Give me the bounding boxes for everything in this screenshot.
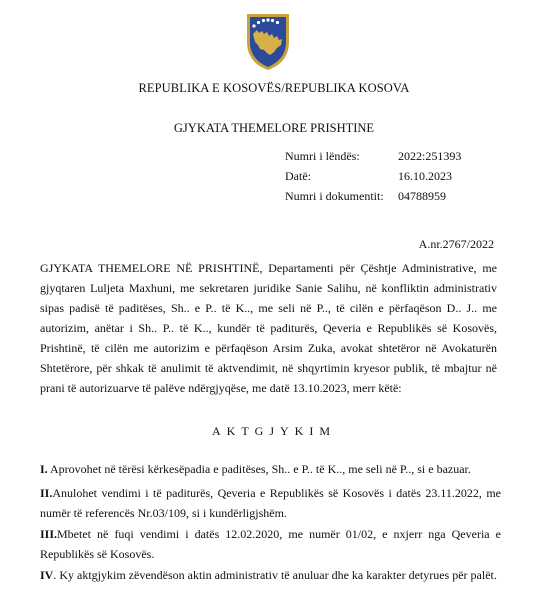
decision-title: AKTGJYKIM <box>212 424 336 438</box>
date-value: 16.10.2023 <box>398 169 452 183</box>
case-metadata <box>285 149 461 209</box>
date-label: Datë: <box>285 169 311 183</box>
ruling-number: I. <box>40 462 48 476</box>
case-number-value: 2022:251393 <box>398 149 462 163</box>
ruling-item-4 <box>40 566 501 586</box>
court-heading: GJYKATA THEMELORE PRISHTINE <box>173 121 375 135</box>
ruling-text: Mbetet në fuqi vendimi i datës 12.02.2020, me numër 01/02, e nxjerr nga Qeveria e Republikës së Kosovës. <box>40 527 501 561</box>
meta-row-document-number <box>285 189 461 209</box>
ruling-text: Aprovohet në tërësi kërkesëpadia e paditëses, Sh.. e P.. të K.., me seli në P.., si e bazuar. <box>47 462 471 476</box>
ruling-item-3 <box>40 525 501 564</box>
document-number-label: Numri i dokumentit: <box>285 189 384 203</box>
ruling-text: Anulohet vendimi i të paditurës, Qeveria e Republikës së Kosovës i datës 23.11.2022, me numër të referencës Nr.03/109, si i kundërligjshëm. <box>40 486 501 520</box>
meta-row-date <box>285 169 461 189</box>
ruling-number: III. <box>40 527 58 541</box>
case-number-label: Numri i lëndës: <box>285 149 360 163</box>
meta-row-case-number <box>285 149 461 169</box>
intro-paragraph: GJYKATA THEMELORE NË PRISHTINË, Departamenti për Çështje Administrative, me gjyqtaren Luljeta Maxhuni, me sekretaren juridike Sanie Salihu, në konfliktin administrativ sipas padisë të paditëses, Sh.. e P.. të K.., me seli në P.., të cilën e përfaqëson D.. J.. me autorizim, anëtar i Sh.. P.. të K.., kundër të paditurës, Qeveria e Republikës së Kosovës, Prishtinë, të cilën me autorizim e përfaqëson Arsim Zuka, avokat shtetëror në Avokaturën Shtetërore, për shkak të anulimit të aktvendimit, në shqyrtimin kryesor publik, të mbajtur në prani të autorizuarve të palëve ndërgjyqëse, me datë 13.10.2023, merr këtë: <box>40 261 497 395</box>
republic-heading: REPUBLIKA E KOSOVËS/REPUBLIKA KOSOVA <box>138 81 410 95</box>
ruling-item-1 <box>40 460 501 480</box>
document-number-value: 04788959 <box>398 189 446 203</box>
ruling-number: IV <box>40 568 54 582</box>
ruling-number: II. <box>40 486 53 500</box>
ruling-item-2 <box>40 484 501 523</box>
kosovo-emblem-icon <box>244 12 292 72</box>
ruling-text: . Ky aktgjykim zëvendëson aktin administrativ të anuluar dhe ka karakter detyrues për palët. <box>53 568 497 582</box>
case-reference: A.nr.2767/2022 <box>418 237 494 251</box>
